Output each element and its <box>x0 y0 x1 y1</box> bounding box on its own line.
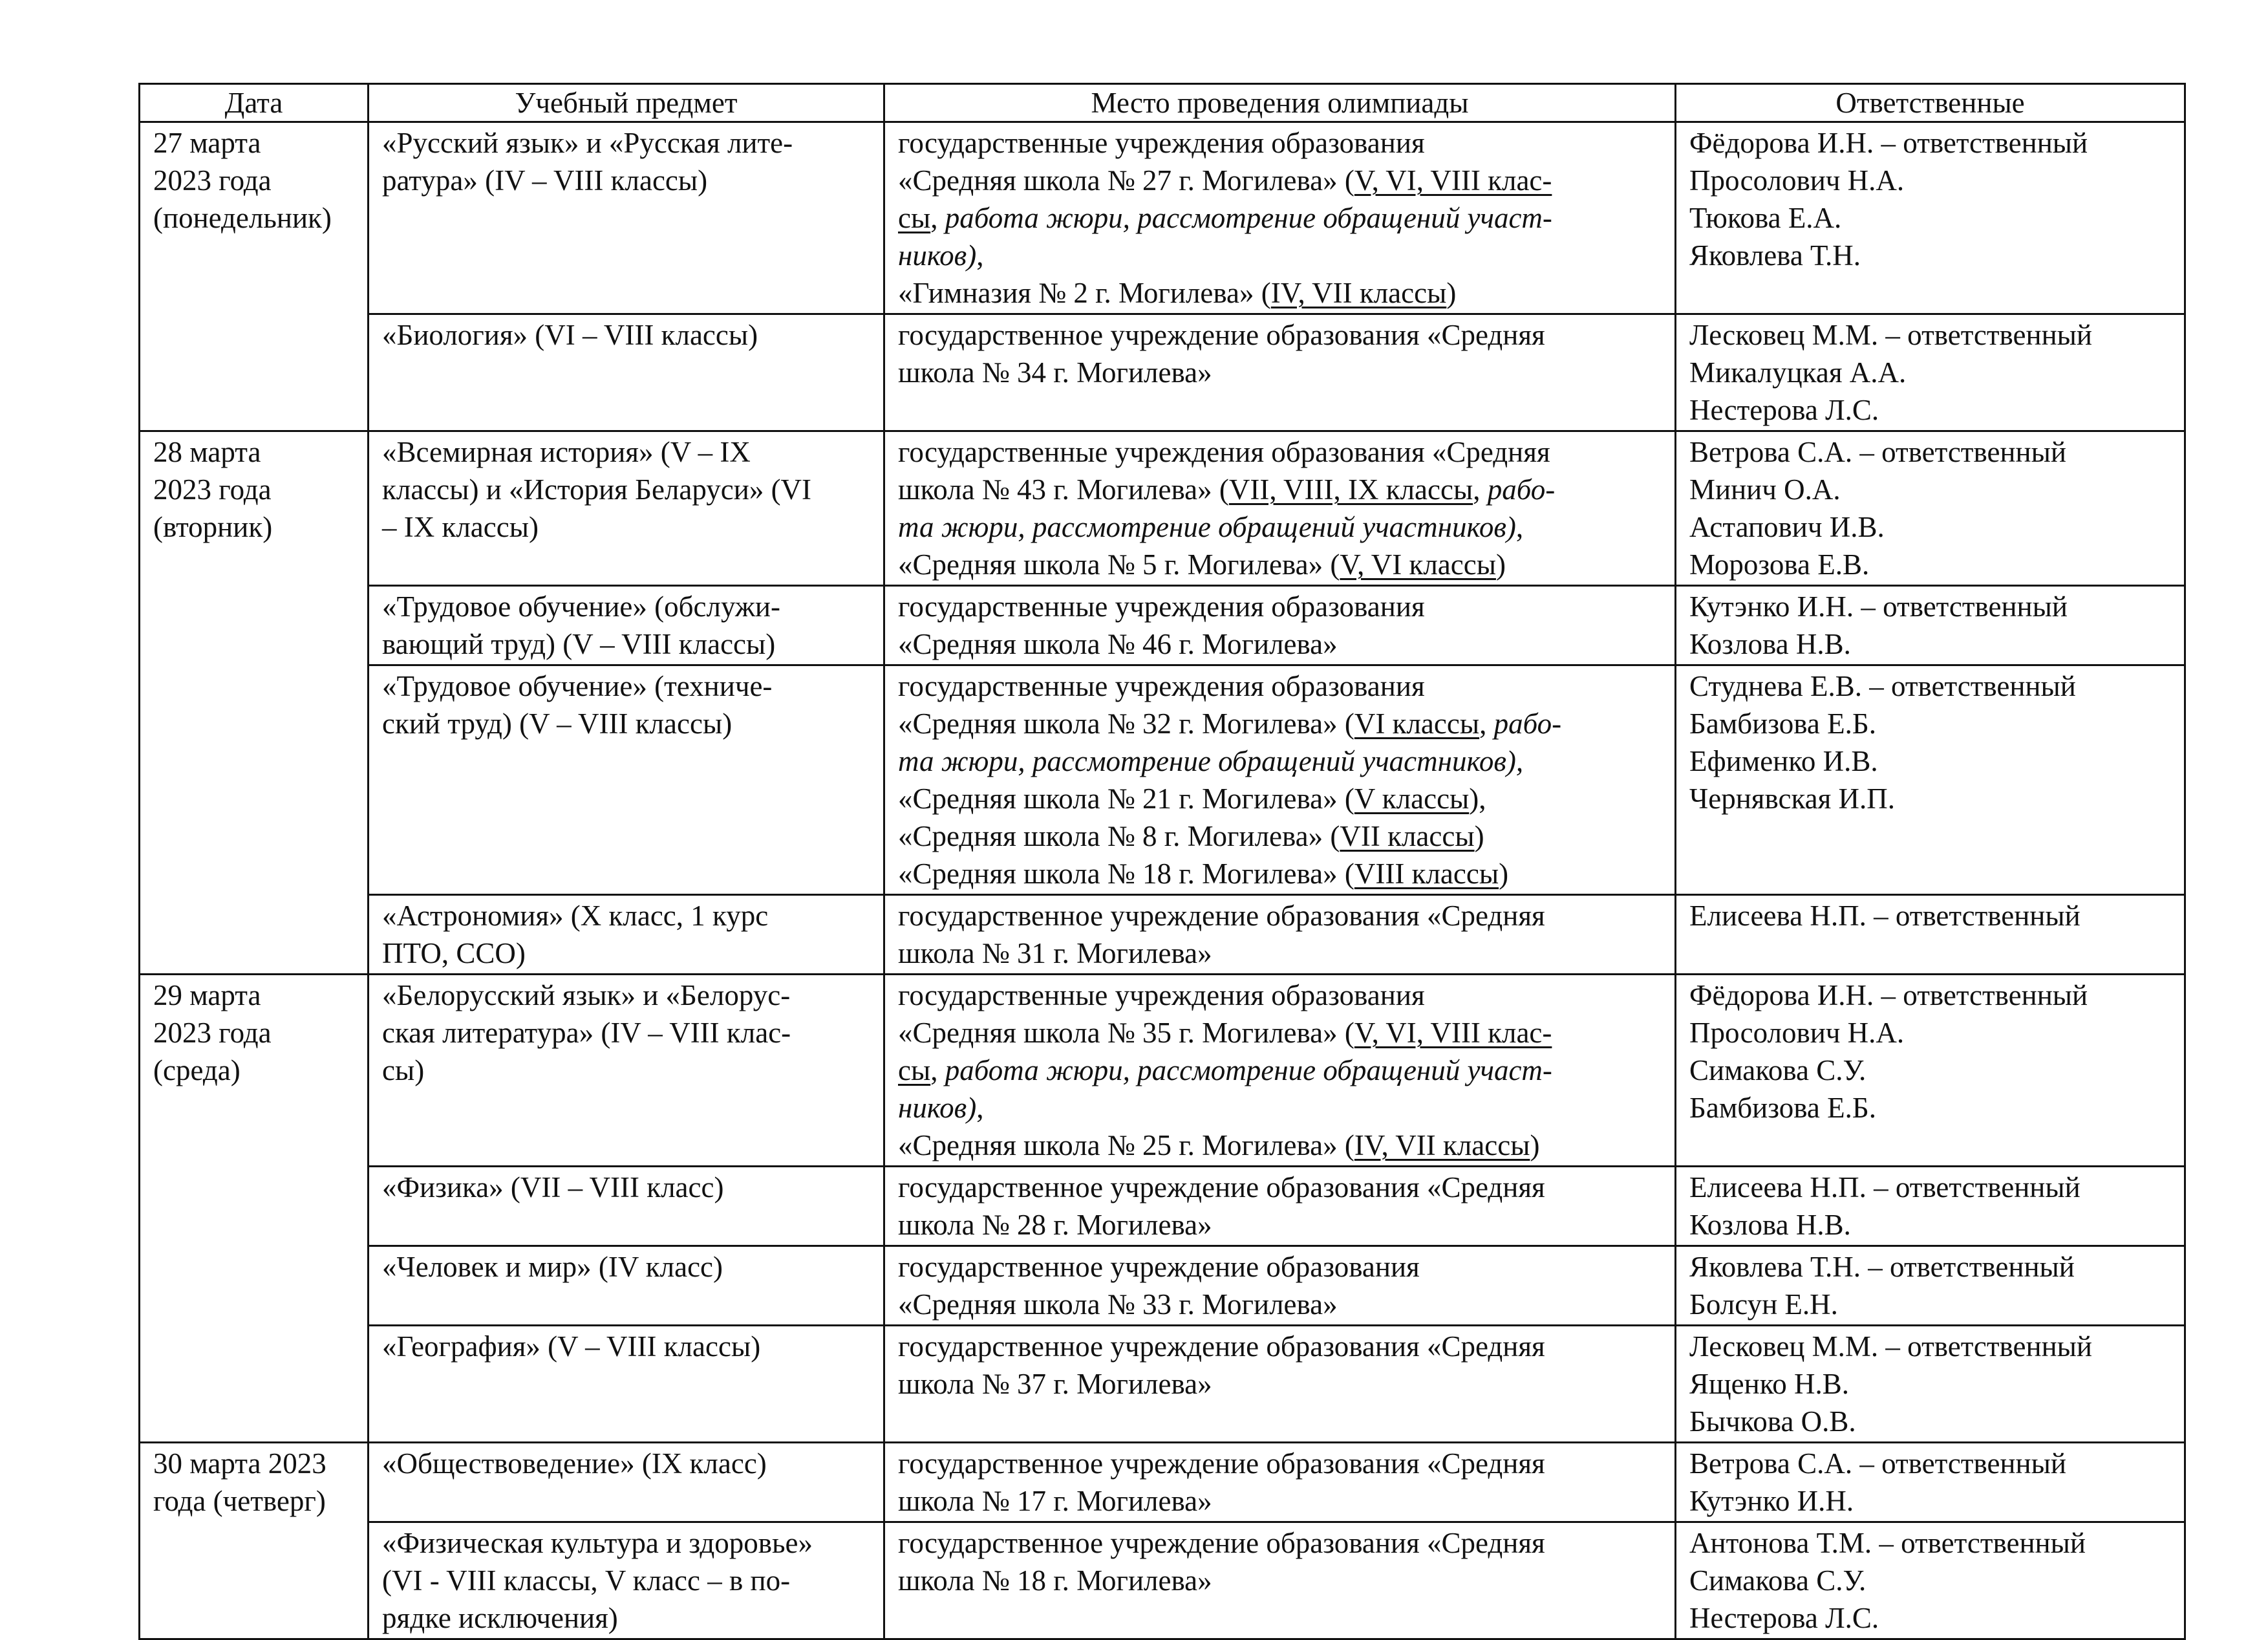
place-line <box>898 588 1662 625</box>
responsible-line: Лесковец М.М. – ответственный <box>1689 1330 2092 1363</box>
place-text: школа № 18 г. Могилева» <box>898 1564 1212 1597</box>
responsible-line: Бамбизова Е.Б. <box>1689 707 1876 740</box>
responsible-line: Яковлева Т.Н. <box>1689 239 1861 272</box>
place-text: ников) <box>898 1092 977 1124</box>
responsible-cell <box>1676 431 2185 586</box>
place-text: V, VI, VIII клас- <box>1354 164 1552 197</box>
place-line <box>898 1127 1662 1164</box>
place-line <box>898 855 1662 892</box>
place-line <box>898 1014 1662 1052</box>
place-line <box>898 546 1662 583</box>
responsible-cell <box>1676 1326 2185 1443</box>
date-line: (вторник) <box>153 511 273 543</box>
date-line: 27 марта <box>153 127 261 159</box>
date-line: 29 марта <box>153 979 261 1011</box>
responsible-cell <box>1676 1443 2185 1522</box>
header-place: Место проведения олимпиады <box>884 84 1676 122</box>
place-text: , <box>976 1092 984 1124</box>
place-text: государственные учреждения образования <box>898 127 1425 159</box>
subject-line: ратура» (IV – VIII классы) <box>382 164 708 197</box>
subject-line: сы) <box>382 1054 425 1086</box>
place-text: , <box>1473 473 1488 506</box>
date-cell <box>140 1443 369 1639</box>
place-line <box>898 471 1662 508</box>
place-text: ников) <box>898 239 977 272</box>
responsible-line: Симакова С.У. <box>1689 1564 1867 1597</box>
place-text: ) <box>1446 277 1457 309</box>
responsible-line: Кутэнко И.Н. <box>1689 1485 1854 1517</box>
place-line <box>898 354 1662 391</box>
subject-cell <box>369 122 884 314</box>
subject-cell <box>369 975 884 1167</box>
place-text: «Средняя школа № 8 г. Могилева» ( <box>898 820 1340 852</box>
responsible-line: Козлова Н.В. <box>1689 628 1851 660</box>
place-text: школа № 37 г. Могилева» <box>898 1368 1212 1400</box>
table-row <box>140 586 2185 665</box>
place-line <box>898 1445 1662 1482</box>
place-text: государственное учреждение образования <box>898 1251 1420 1283</box>
date-line: (среда) <box>153 1054 241 1086</box>
responsible-line: Чернявская И.П. <box>1689 782 1896 815</box>
place-line <box>898 237 1662 274</box>
subject-line: «Трудовое обучение» (обслужи- <box>382 590 781 623</box>
place-line <box>898 1365 1662 1403</box>
place-cell <box>884 1326 1676 1443</box>
place-line <box>898 976 1662 1014</box>
date-line: 2023 года <box>153 1017 272 1049</box>
place-cell <box>884 895 1676 975</box>
place-text: «Средняя школа № 33 г. Могилева» <box>898 1288 1338 1321</box>
subject-line: «Всемирная история» (V – IX <box>382 436 751 468</box>
place-text: государственное учреждение образования «Средняя <box>898 1447 1545 1480</box>
place-text: V, VI, VIII клас- <box>1354 1017 1552 1049</box>
place-line <box>898 934 1662 972</box>
responsible-line: Нестерова Л.С. <box>1689 394 1879 426</box>
place-text: школа № 17 г. Могилева» <box>898 1485 1212 1517</box>
place-text: VIII классы <box>1354 858 1499 890</box>
place-line <box>898 742 1662 780</box>
responsible-line: Просолович Н.А. <box>1689 1017 1905 1049</box>
responsible-line: Ефименко И.В. <box>1689 745 1878 777</box>
place-text: ) <box>1499 858 1509 890</box>
header-date: Дата <box>140 84 369 122</box>
responsible-cell <box>1676 314 2185 431</box>
responsible-line: Симакова С.У. <box>1689 1054 1867 1086</box>
place-cell <box>884 431 1676 586</box>
subject-line: «Белорусский язык» и «Белорус- <box>382 979 791 1011</box>
responsible-cell <box>1676 1167 2185 1246</box>
subject-line: ПТО, ССО) <box>382 937 526 969</box>
date-cell <box>140 975 369 1443</box>
responsible-cell <box>1676 586 2185 665</box>
place-text: , <box>930 1054 945 1086</box>
place-text: , <box>976 239 984 272</box>
responsible-cell <box>1676 122 2185 314</box>
subject-line: ская литература» (IV – VIII клас- <box>382 1017 791 1049</box>
place-text: , <box>1479 707 1494 740</box>
table-row <box>140 1246 2185 1326</box>
subject-line: «География» (V – VIII классы) <box>382 1330 761 1363</box>
table-header-row <box>140 84 2185 122</box>
responsible-line: Елисеева Н.П. – ответственный <box>1689 1171 2081 1203</box>
responsible-line: Астапович И.В. <box>1689 511 1885 543</box>
date-line: 30 марта 2023 <box>153 1447 326 1480</box>
place-line <box>898 1482 1662 1520</box>
place-line <box>898 1169 1662 1206</box>
place-text: рабо- <box>1493 707 1562 740</box>
responsible-line: Просолович Н.А. <box>1689 164 1905 197</box>
place-text: школа № 28 г. Могилева» <box>898 1209 1212 1241</box>
table-row <box>140 1522 2185 1639</box>
place-text: государственное учреждение образования «Средняя <box>898 900 1545 932</box>
place-line <box>898 1248 1662 1286</box>
responsible-line: Елисеева Н.П. – ответственный <box>1689 900 2081 932</box>
date-line: 28 марта <box>153 436 261 468</box>
place-text: государственные учреждения образования <box>898 979 1425 1011</box>
place-line <box>898 1052 1662 1089</box>
place-cell <box>884 1443 1676 1522</box>
subject-cell <box>369 586 884 665</box>
subject-cell <box>369 1522 884 1639</box>
responsible-line: Бычкова О.В. <box>1689 1405 1856 1438</box>
responsible-cell <box>1676 665 2185 895</box>
place-text: , <box>1515 511 1524 543</box>
place-text: «Средняя школа № 5 г. Могилева» ( <box>898 548 1340 581</box>
place-text: «Средняя школа № 46 г. Могилева» <box>898 628 1338 660</box>
responsible-cell <box>1676 895 2185 975</box>
place-text: ), <box>1469 782 1486 815</box>
table-row <box>140 314 2185 431</box>
place-text: , <box>930 202 945 234</box>
responsible-cell <box>1676 1246 2185 1326</box>
date-cell <box>140 122 369 431</box>
responsible-line: Лесковец М.М. – ответственный <box>1689 319 2092 351</box>
place-text: «Средняя школа № 25 г. Могилева» ( <box>898 1129 1354 1161</box>
place-text: та жюри, рассмотрение обращений участников) <box>898 511 1516 543</box>
place-text: «Средняя школа № 18 г. Могилева» ( <box>898 858 1354 890</box>
responsible-line: Бамбизова Е.Б. <box>1689 1092 1876 1124</box>
responsible-line: Ветрова С.А. – ответственный <box>1689 1447 2066 1480</box>
place-line <box>898 316 1662 354</box>
place-line <box>898 1328 1662 1365</box>
place-line <box>898 817 1662 855</box>
place-line <box>898 124 1662 162</box>
table-body <box>140 122 2185 1639</box>
place-text: школа № 31 г. Могилева» <box>898 937 1212 969</box>
subject-line: (VI - VIII классы, V класс – в по- <box>382 1564 791 1597</box>
place-text: VI классы <box>1354 707 1480 740</box>
responsible-cell <box>1676 975 2185 1167</box>
responsible-line: Фёдорова И.Н. – ответственный <box>1689 979 2088 1011</box>
responsible-line: Кутэнко И.Н. – ответственный <box>1689 590 2068 623</box>
responsible-line: Ветрова С.А. – ответственный <box>1689 436 2066 468</box>
subject-cell <box>369 665 884 895</box>
place-cell <box>884 586 1676 665</box>
place-text: сы <box>898 1054 931 1086</box>
responsible-line: Болсун Е.Н. <box>1689 1288 1838 1321</box>
place-line <box>898 780 1662 817</box>
place-text: «Средняя школа № 35 г. Могилева» ( <box>898 1017 1354 1049</box>
place-text: государственное учреждение образования «Средняя <box>898 1171 1545 1203</box>
responsible-line: Антонова Т.М. – ответственный <box>1689 1527 2086 1559</box>
subject-cell <box>369 1326 884 1443</box>
subject-cell <box>369 1167 884 1246</box>
place-text: V, VI классы <box>1340 548 1496 581</box>
responsible-line: Козлова Н.В. <box>1689 1209 1851 1241</box>
subject-line: «Человек и мир» (IV класс) <box>382 1251 723 1283</box>
place-text: работа жюри, рассмотрение обращений участ- <box>945 202 1552 234</box>
subject-line: «Обществоведение» (IX класс) <box>382 1447 767 1480</box>
place-cell <box>884 665 1676 895</box>
table-row <box>140 895 2185 975</box>
place-cell <box>884 1167 1676 1246</box>
table-row <box>140 1167 2185 1246</box>
place-text: «Средняя школа № 21 г. Могилева» ( <box>898 782 1354 815</box>
place-text: «Гимназия № 2 г. Могилева» ( <box>898 277 1271 309</box>
place-text: ) <box>1495 548 1506 581</box>
responsible-line: Морозова Е.В. <box>1689 548 1870 581</box>
place-line <box>898 1089 1662 1127</box>
place-line <box>898 667 1662 705</box>
subject-cell <box>369 314 884 431</box>
subject-line: вающий труд) (V – VIII классы) <box>382 628 776 660</box>
table-row <box>140 1326 2185 1443</box>
subject-cell <box>369 431 884 586</box>
table-row <box>140 665 2185 895</box>
place-text: государственное учреждение образования «Средняя <box>898 1527 1545 1559</box>
place-text: IV, VII классы <box>1354 1129 1530 1161</box>
responsible-cell <box>1676 1522 2185 1639</box>
place-line <box>898 1286 1662 1323</box>
subject-line: классы) и «История Беларуси» (VI <box>382 473 812 506</box>
place-text: «Средняя школа № 32 г. Могилева» ( <box>898 707 1354 740</box>
place-line <box>898 433 1662 471</box>
place-line <box>898 1562 1662 1599</box>
subject-line: «Русский язык» и «Русская лите- <box>382 127 793 159</box>
responsible-line: Тюкова Е.А. <box>1689 202 1842 234</box>
place-text: ) <box>1530 1129 1540 1161</box>
place-line <box>898 705 1662 742</box>
place-line <box>898 1524 1662 1562</box>
place-text: VII, VIII, IX классы <box>1228 473 1473 506</box>
place-cell <box>884 1246 1676 1326</box>
date-line: (понедельник) <box>153 202 332 234</box>
responsible-line: Нестерова Л.С. <box>1689 1602 1879 1634</box>
subject-cell <box>369 1443 884 1522</box>
place-text: ) <box>1474 820 1484 852</box>
subject-line: «Физика» (VII – VIII класс) <box>382 1171 724 1203</box>
place-text: IV, VII классы <box>1270 277 1447 309</box>
responsible-line: Яковлева Т.Н. – ответственный <box>1689 1251 2075 1283</box>
place-text: государственные учреждения образования <box>898 670 1425 702</box>
place-cell <box>884 314 1676 431</box>
date-line: года (четверг) <box>153 1485 326 1517</box>
header-responsible: Ответственные <box>1676 84 2185 122</box>
place-text: «Средняя школа № 27 г. Могилева» ( <box>898 164 1354 197</box>
place-text: государственное учреждение образования «Средняя <box>898 1330 1545 1363</box>
place-text: рабо- <box>1487 473 1556 506</box>
place-line <box>898 508 1662 546</box>
subject-line: «Астрономия» (X класс, 1 курс <box>382 900 769 932</box>
subject-line: рядке исключения) <box>382 1602 618 1634</box>
date-cell <box>140 431 369 975</box>
subject-line: ский труд) (V – VIII классы) <box>382 707 733 740</box>
olympiad-schedule-table <box>138 83 2186 1640</box>
place-text: сы <box>898 202 931 234</box>
place-line <box>898 897 1662 934</box>
header-subject: Учебный предмет <box>369 84 884 122</box>
responsible-line: Минич О.А. <box>1689 473 1841 506</box>
place-text: государственные учреждения образования «Средняя <box>898 436 1550 468</box>
place-line <box>898 625 1662 663</box>
responsible-line: Ященко Н.В. <box>1689 1368 1850 1400</box>
place-cell <box>884 122 1676 314</box>
place-text: государственные учреждения образования <box>898 590 1425 623</box>
date-line: 2023 года <box>153 164 272 197</box>
table-row <box>140 431 2185 586</box>
place-text: та жюри, рассмотрение обращений участников), <box>898 745 1524 777</box>
subject-line: «Трудовое обучение» (техниче- <box>382 670 773 702</box>
place-cell <box>884 975 1676 1167</box>
subject-line: «Биология» (VI – VIII классы) <box>382 319 758 351</box>
responsible-line: Микалуцкая А.А. <box>1689 356 1907 389</box>
place-line <box>898 162 1662 199</box>
table-row <box>140 975 2185 1167</box>
responsible-line: Студнева Е.В. – ответственный <box>1689 670 2076 702</box>
subject-cell <box>369 895 884 975</box>
responsible-line: Фёдорова И.Н. – ответственный <box>1689 127 2088 159</box>
table-row <box>140 122 2185 314</box>
place-text: работа жюри, рассмотрение обращений участ- <box>945 1054 1552 1086</box>
place-text: VII классы <box>1340 820 1475 852</box>
date-line: 2023 года <box>153 473 272 506</box>
subject-line: «Физическая культура и здоровье» <box>382 1527 813 1559</box>
place-text: V классы <box>1354 782 1470 815</box>
place-cell <box>884 1522 1676 1639</box>
subject-line: – IX классы) <box>382 511 539 543</box>
subject-cell <box>369 1246 884 1326</box>
place-line <box>898 1206 1662 1244</box>
place-text: школа № 43 г. Могилева» ( <box>898 473 1229 506</box>
place-line <box>898 199 1662 237</box>
table-row <box>140 1443 2185 1522</box>
place-text: школа № 34 г. Могилева» <box>898 356 1212 389</box>
place-line <box>898 274 1662 312</box>
place-text: государственное учреждение образования «Средняя <box>898 319 1545 351</box>
